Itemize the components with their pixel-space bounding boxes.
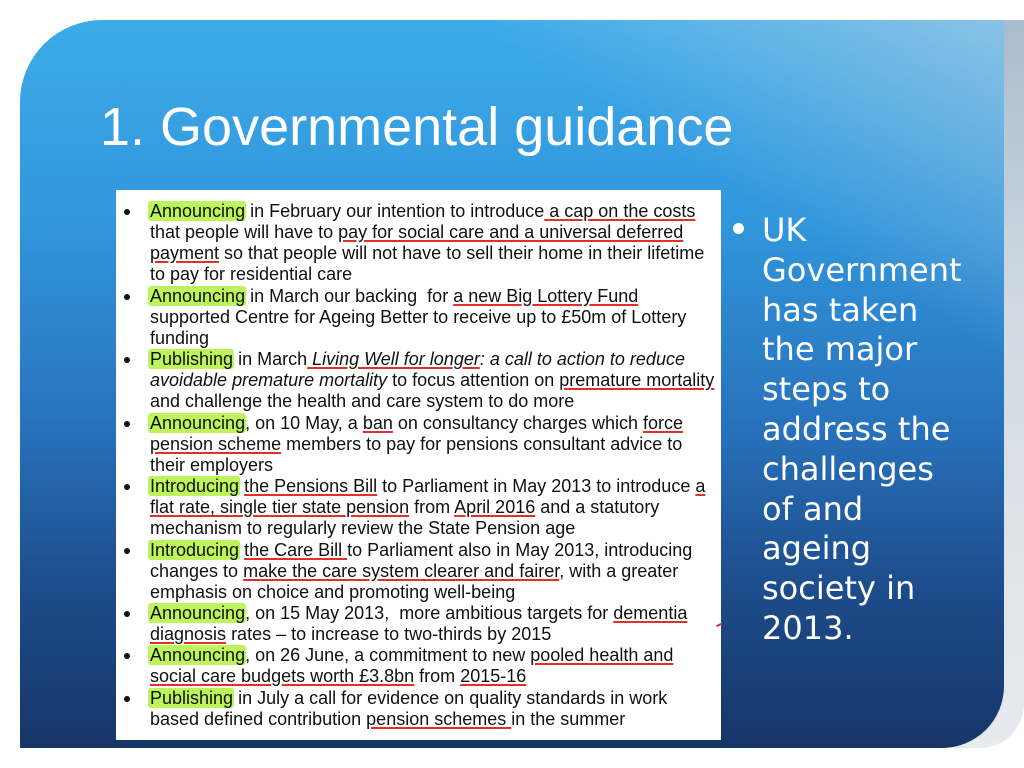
- text-segment: that people will have to: [150, 222, 339, 243]
- document-text-line: [150, 561, 714, 582]
- document-text-line: [150, 264, 714, 285]
- text-segment: , on 15 May 2013, more ambitious targets for: [245, 602, 614, 623]
- highlighted-keyword: Announcing: [150, 412, 246, 433]
- document-text-line: [150, 222, 714, 243]
- document-text-line: [150, 688, 714, 709]
- highlighted-keyword: Announcing: [150, 645, 246, 666]
- slide-title: 1. Governmental guidance: [100, 97, 734, 157]
- text-segment: in March our backing for: [245, 285, 454, 306]
- underlined-phrase: force: [643, 412, 684, 433]
- document-bullet-item: [150, 349, 714, 412]
- text-segment: , with a greater: [559, 560, 679, 581]
- underlined-phrase: ban: [362, 412, 393, 433]
- text-segment: and a statutory: [535, 497, 660, 518]
- underlined-phrase: pay for social care and a universal deferred: [338, 222, 684, 243]
- underlined-phrase: the Pensions Bill: [244, 476, 378, 497]
- text-segment: to Parliament also in May 2013, introducing: [347, 539, 693, 560]
- underlined-phrase: the Care Bill: [244, 539, 348, 560]
- text-segment: so that people will not have to sell their home in their lifetime: [219, 243, 705, 264]
- bullet-dot-icon: [124, 653, 130, 659]
- text-segment: emphasis on choice and promoting well-being: [150, 581, 516, 602]
- document-text-line: [150, 413, 714, 434]
- highlighted-keyword: Announcing: [150, 201, 246, 221]
- underlined-phrase: diagnosis: [150, 624, 227, 645]
- text-segment: mechanism to regularly review the State Pension age: [150, 518, 576, 539]
- text-segment: from: [409, 497, 455, 518]
- underlined-phrase: Living Well for longer: [307, 349, 480, 370]
- text-segment: funding: [150, 327, 210, 348]
- document-text-line: [150, 603, 714, 624]
- document-text-line: [150, 434, 714, 455]
- text-segment: to pay for residential care: [150, 264, 353, 285]
- text-segment: from: [414, 666, 461, 687]
- text-segment: on consultancy charges which: [392, 412, 644, 433]
- text-segment: in March: [233, 349, 308, 370]
- underlined-phrase: a new Big Lottery Fund: [453, 285, 639, 306]
- underlined-phrase: a cap on the costs: [544, 201, 696, 221]
- document-bullet-item: [150, 688, 714, 730]
- bullet-dot-icon: [124, 294, 130, 300]
- document-text-line: [150, 709, 714, 730]
- document-text-line: [150, 201, 714, 222]
- underlined-phrase: 2015-16: [460, 666, 527, 687]
- document-text-line: [150, 497, 714, 518]
- underlined-phrase: flat rate, single tier state pension: [150, 497, 410, 518]
- document-text-line: [150, 391, 714, 412]
- underlined-phrase: premature mortality: [559, 370, 715, 391]
- text-segment: to Parliament in May 2013 to introduce: [377, 476, 696, 497]
- bullet-dot-icon: [124, 696, 130, 702]
- text-segment: supported Centre for Ageing Better to receive up to £50m of Lottery: [150, 306, 687, 327]
- document-text-line: [150, 286, 714, 307]
- bullet-dot-icon: [124, 611, 130, 617]
- text-segment: their employers: [150, 454, 274, 475]
- text-segment: , on 10 May, a: [245, 412, 363, 433]
- highlighted-keyword: Announcing: [150, 285, 246, 306]
- document-text-line: [150, 243, 714, 264]
- document-text-line: [150, 540, 714, 561]
- text-segment: changes to: [150, 560, 244, 581]
- underlined-phrase: social care budgets worth £3.8bn: [150, 666, 415, 687]
- text-segment: to focus attention on: [387, 370, 560, 391]
- italic-phrase: avoidable premature mortality: [150, 370, 388, 391]
- underlined-phrase: make the care system clearer and fairer: [243, 560, 560, 581]
- document-text-line: [150, 370, 714, 391]
- text-segment: based defined contribution: [150, 708, 367, 729]
- bullet-dot-icon: [124, 484, 130, 490]
- highlighted-keyword: Announcing: [150, 602, 246, 623]
- document-text-line: [150, 624, 714, 645]
- document-text-line: [150, 666, 714, 687]
- underlined-phrase: April 2016: [454, 497, 536, 518]
- highlighted-keyword: Introducing: [150, 476, 240, 497]
- bullet-dot-icon: [124, 357, 130, 363]
- document-bullet-item: [150, 286, 714, 349]
- underlined-phrase: pooled health and: [530, 645, 674, 666]
- text-segment: and challenge the health and care system to do more: [150, 391, 575, 412]
- underlined-phrase: payment: [150, 243, 220, 264]
- underlined-phrase: pension schemes: [366, 708, 512, 729]
- document-text-line: [150, 518, 714, 539]
- document-text-line: [150, 645, 714, 666]
- bullet-dot-icon: [124, 421, 130, 427]
- document-bullet-item: [150, 201, 714, 286]
- document-bullet-item: [150, 645, 714, 687]
- embedded-document-image: [116, 190, 721, 740]
- underlined-phrase: pension scheme: [150, 433, 282, 454]
- italic-phrase: : a call to action to reduce: [479, 349, 685, 370]
- summary-bullet-text: UK Government has taken the major steps to address the challenges of and ageing society in 2013.: [762, 211, 962, 647]
- document-bullet-item: [150, 413, 714, 476]
- text-segment: , on 26 June, a commitment to new: [245, 645, 531, 666]
- text-segment: in July a call for evidence on quality standards in work: [233, 687, 668, 708]
- document-bullet-item: [150, 540, 714, 603]
- document-text-line: [150, 476, 714, 497]
- text-segment: in the summer: [511, 708, 626, 729]
- bullet-dot-icon: [733, 223, 744, 234]
- document-text-line: [150, 582, 714, 603]
- document-text-line: [150, 307, 714, 328]
- text-segment: members to pay for pensions consultant advice to: [281, 433, 683, 454]
- document-text-line: [150, 328, 714, 349]
- bullet-dot-icon: [124, 548, 130, 554]
- text-segment: rates – to increase to two-thirds by 2015: [226, 624, 552, 645]
- document-text-line: [150, 455, 714, 476]
- underlined-phrase: dementia: [613, 602, 688, 623]
- underlined-phrase: a: [695, 476, 706, 497]
- text-segment: in February our intention to introduce: [245, 201, 545, 221]
- document-bullet-item: [150, 603, 714, 645]
- document-text-block: [150, 201, 714, 730]
- highlighted-keyword: Introducing: [150, 539, 240, 560]
- bullet-dot-icon: [124, 209, 130, 215]
- document-bullet-item: [150, 476, 714, 539]
- highlighted-keyword: Publishing: [150, 349, 234, 370]
- document-text-line: [150, 349, 714, 370]
- highlighted-keyword: Publishing: [150, 687, 234, 708]
